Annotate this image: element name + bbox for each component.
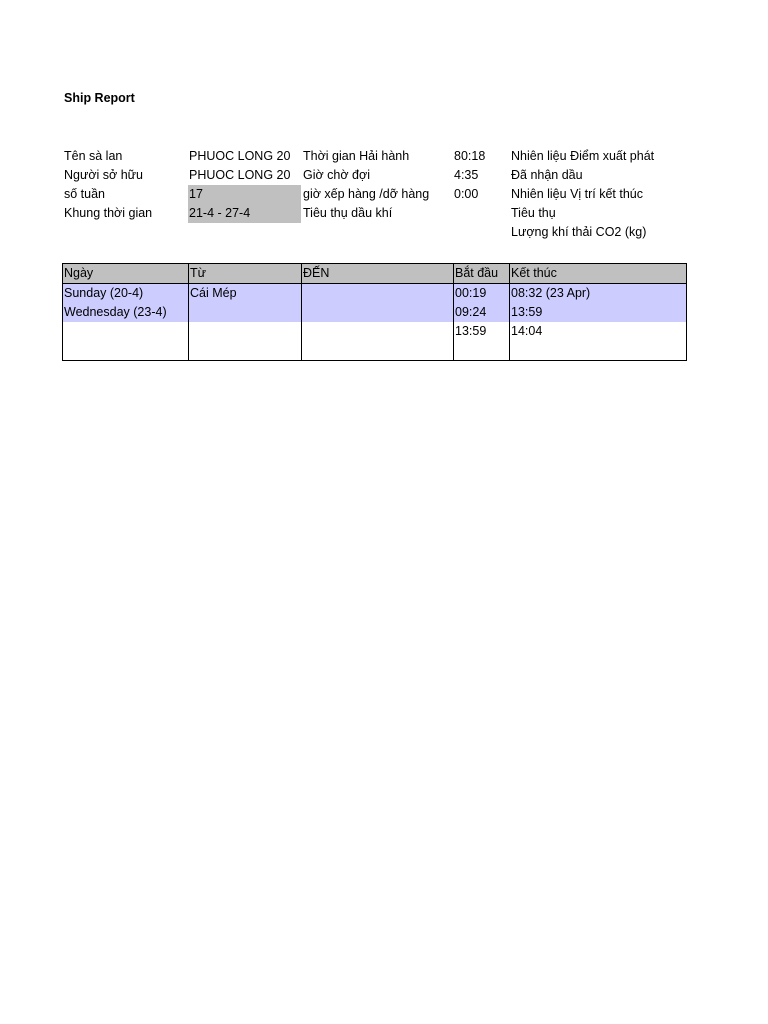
fuel-received-label: Đã nhận dầu <box>511 168 583 182</box>
col-header-from: Từ <box>189 264 302 284</box>
fuel-end-label: Nhiên liệu Vị trí kết thúc <box>511 187 644 201</box>
cell-date <box>63 322 189 341</box>
cell-end: 13:59 <box>510 303 687 322</box>
cell-to <box>302 303 454 322</box>
waiting-time-value: 4:35 <box>454 168 479 182</box>
table-row <box>63 284 687 304</box>
info-row-barge-name <box>0 147 768 166</box>
co2-emission-label: Lượng khí thải CO2 (kg) <box>511 225 647 239</box>
owner-value: PHUOC LONG 20 <box>189 168 291 182</box>
cell-to <box>302 341 454 361</box>
col-header-start: Bắt đầu <box>454 264 510 284</box>
cell-date: Sunday (20-4) <box>63 284 189 304</box>
cell-to <box>302 322 454 341</box>
barge-name-label: Tên sà lan <box>64 149 123 163</box>
waiting-time-label: Giờ chờ đợi <box>303 168 370 182</box>
cell-start: 13:59 <box>454 322 510 341</box>
fuel-start-label: Nhiên liệu Điểm xuất phát <box>511 149 655 163</box>
cell-date: Wednesday (23-4) <box>63 303 189 322</box>
cell-from: Cái Mép <box>189 284 302 304</box>
cell-start: 09:24 <box>454 303 510 322</box>
col-header-date: Ngày <box>63 264 189 284</box>
col-header-to: ĐẾN <box>302 264 454 284</box>
cell-from <box>189 303 302 322</box>
info-row-owner <box>0 166 768 185</box>
timeframe-value: 21-4 - 27-4 <box>188 204 301 223</box>
timeframe-label: Khung thời gian <box>64 206 153 220</box>
sailing-time-value: 80:18 <box>454 149 486 163</box>
info-row-week <box>0 185 768 204</box>
gas-consumption-label: Tiêu thụ dầu khí <box>303 206 393 220</box>
info-row-timeframe <box>0 204 768 223</box>
table-row <box>63 303 687 322</box>
week-label: số tuần <box>64 187 106 201</box>
table-row <box>63 322 687 341</box>
ship-info-section <box>0 147 768 242</box>
cell-start <box>454 341 510 361</box>
cell-date <box>63 341 189 361</box>
cell-start: 00:19 <box>454 284 510 304</box>
col-header-end: Kết thúc <box>510 264 687 284</box>
cell-end <box>510 341 687 361</box>
info-row-co2 <box>0 223 768 242</box>
cell-from <box>189 341 302 361</box>
barge-name-value: PHUOC LONG 20 <box>189 149 291 163</box>
consumption-label: Tiêu thụ <box>511 206 556 220</box>
cell-end: 08:32 (23 Apr) <box>510 284 687 304</box>
loading-time-label: giờ xếp hàng /dỡ hàng <box>303 187 430 201</box>
cell-from <box>189 322 302 341</box>
sailing-time-label: Thời gian Hải hành <box>303 149 410 163</box>
report-title: Ship Report <box>64 91 135 105</box>
voyage-log-table <box>62 263 687 361</box>
cell-to <box>302 284 454 304</box>
week-value: 17 <box>188 185 301 204</box>
cell-end: 14:04 <box>510 322 687 341</box>
owner-label: Người sở hữu <box>64 168 143 182</box>
table-header-row <box>63 264 687 284</box>
table-row <box>63 341 687 361</box>
loading-time-value: 0:00 <box>454 187 479 201</box>
